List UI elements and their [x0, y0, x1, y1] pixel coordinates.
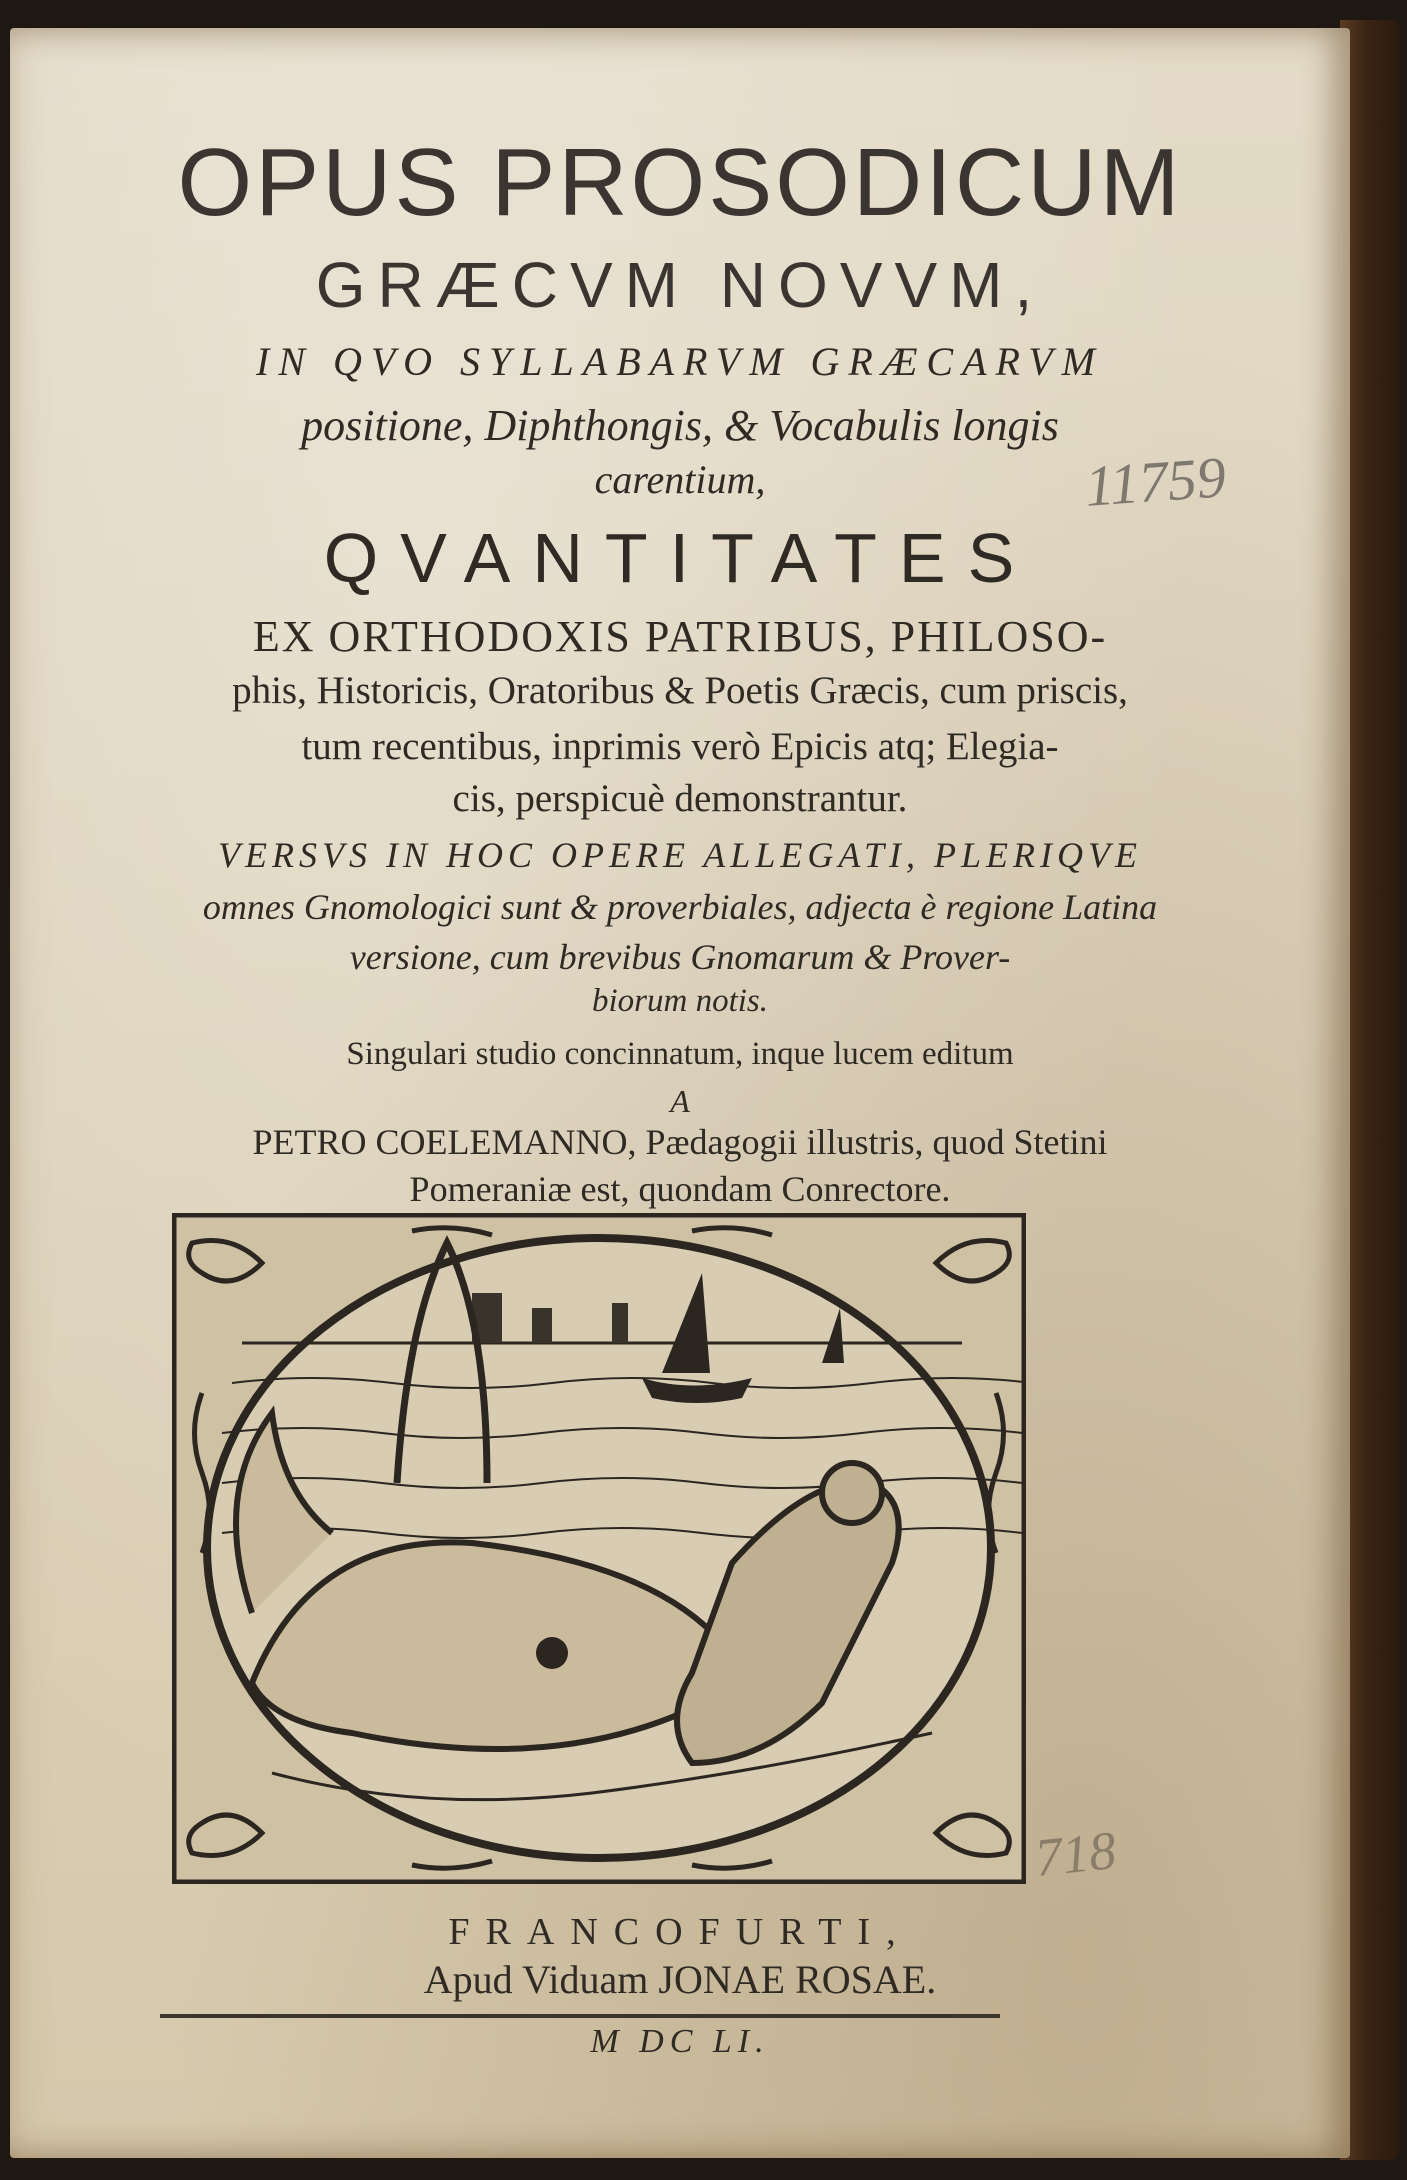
- description-line: VERSVS IN HOC OPERE ALLEGATI, PLERIQVE: [218, 835, 1142, 875]
- description-line: carentium,: [594, 457, 766, 502]
- description-line: positione, Diphthongis, & Vocabulis longis: [301, 401, 1059, 450]
- description-line: cis, perspicuè demonstrantur.: [452, 777, 908, 820]
- description-line: IN QVO SYLLABARVM GRÆCARVM: [256, 339, 1104, 384]
- imprint-year: M DC LI.: [590, 2023, 770, 2060]
- pencil-annotation: 718: [1032, 1819, 1119, 1889]
- description-line: phis, Historicis, Oratoribus & Poetis Græcis, cum priscis,: [232, 669, 1128, 712]
- editorial-note: Singulari studio concinnatum, inque lucem editum: [346, 1036, 1014, 1072]
- author-preposition: A: [670, 1083, 690, 1119]
- description-line: omnes Gnomologici sunt & proverbiales, adjecta è regione Latina: [202, 887, 1158, 927]
- author-line: Pomeraniæ est, quondam Conrectore.: [409, 1169, 951, 1209]
- description-line: tum recentibus, inprimis verò Epicis atq; Elegia-: [301, 725, 1059, 768]
- title-page: [10, 28, 1350, 2158]
- subtitle: GRÆCVM NOVVM,: [315, 249, 1045, 321]
- imprint-rule: [160, 2014, 1000, 2018]
- imprint-publisher: Apud Viduam JONAE ROSAE.: [423, 1957, 937, 2002]
- section-heading: QVANTITATES: [323, 519, 1037, 597]
- description-line: EX ORTHODOXIS PATRIBUS, PHILOSO-: [252, 612, 1108, 661]
- imprint-city: FRANCOFURTI,: [448, 1911, 912, 1953]
- main-title: OPUS PROSODICUM: [177, 129, 1183, 236]
- woodcut-illustration: [172, 1213, 1026, 1884]
- author-line: PETRO COELEMANNO, Pædagogii illustris, quod Stetini: [252, 1122, 1108, 1162]
- description-line: versione, cum brevibus Gnomarum & Prover-: [349, 937, 1011, 977]
- description-line: biorum notis.: [591, 983, 769, 1019]
- shelfmark-annotation: 11759: [1082, 444, 1228, 519]
